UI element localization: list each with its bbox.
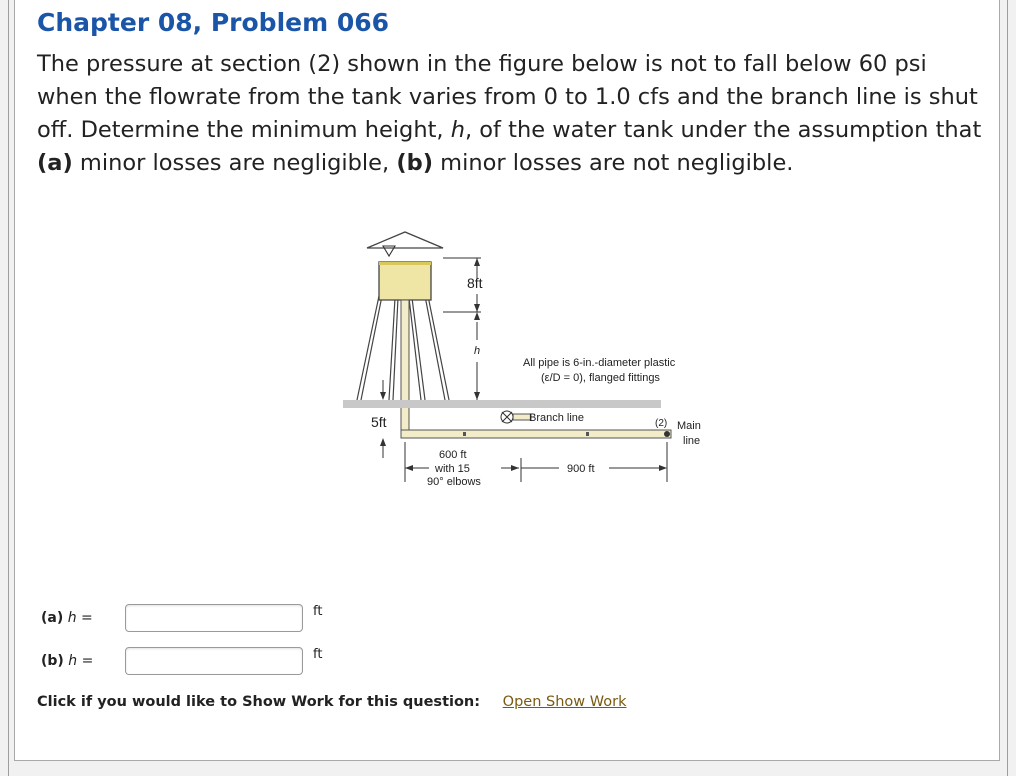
length-900: 900 ft	[567, 463, 595, 475]
window-border-left	[8, 0, 9, 776]
water-tank-figure	[331, 228, 721, 494]
problem-text-3: minor losses are negligible,	[72, 150, 397, 176]
label-5ft: 5ft	[371, 414, 387, 430]
section-2-marker	[664, 431, 670, 437]
show-work-prompt: Click if you would like to Show Work for this question:	[37, 694, 481, 710]
length-600-line1: 600 ft	[439, 449, 467, 461]
length-600-line3: 90° elbows	[427, 476, 481, 488]
length-600-line2: with 15	[435, 463, 470, 475]
problem-text-4: minor losses are not negligible.	[433, 150, 794, 176]
answer-b-unit: ft	[313, 647, 323, 662]
branch-valve-icon	[501, 411, 513, 423]
problem-var-h: h	[450, 117, 465, 143]
answer-a-unit: ft	[313, 604, 323, 619]
tank-roof	[367, 232, 443, 248]
page-title: Chapter 08, Problem 066	[37, 8, 390, 37]
ground	[343, 400, 661, 408]
section-2-label: (2)	[655, 418, 668, 429]
water-tank-diagram	[331, 228, 721, 494]
pipe-flange	[463, 432, 466, 436]
main-line-label-1: Main	[677, 420, 701, 432]
answer-b-label: (b) h =	[41, 653, 94, 669]
pipe-note-line1: All pipe is 6-in.-diameter plastic	[523, 357, 676, 369]
vertical-pipe	[401, 300, 409, 432]
problem-text-2: , of the water tank under the assumption that	[464, 117, 982, 143]
main-line-label-2: line	[683, 435, 701, 447]
problem-text-1: The pressure at section (2) shown in the figure below is not to fall below 60 psi when the flowrate from the tank varies from 0 to 1.0 cfs and the branch line is shut off. Determine the minimum height,	[37, 51, 978, 143]
water-surface	[379, 262, 431, 265]
question-panel	[14, 0, 1000, 761]
label-h: h	[474, 345, 481, 357]
pipe-note-line2: (ε/D = 0), flanged fittings	[541, 372, 660, 384]
window-border-right	[1007, 0, 1008, 776]
answer-a-label: (a) h =	[41, 610, 93, 626]
main-pipe	[401, 430, 671, 438]
tank-body	[379, 262, 431, 300]
answer-a-input[interactable]	[125, 604, 303, 632]
problem-part-a: (a)	[37, 150, 73, 176]
answer-b-input[interactable]	[125, 647, 303, 675]
branch-line-label: Branch line	[529, 412, 585, 424]
problem-part-b: (b)	[396, 150, 434, 176]
open-show-work-link[interactable]: Open Show Work	[502, 694, 627, 710]
show-work-row	[37, 694, 626, 710]
pipe-flange	[586, 432, 589, 436]
problem-statement	[37, 48, 987, 180]
label-8ft: 8ft	[467, 275, 483, 291]
